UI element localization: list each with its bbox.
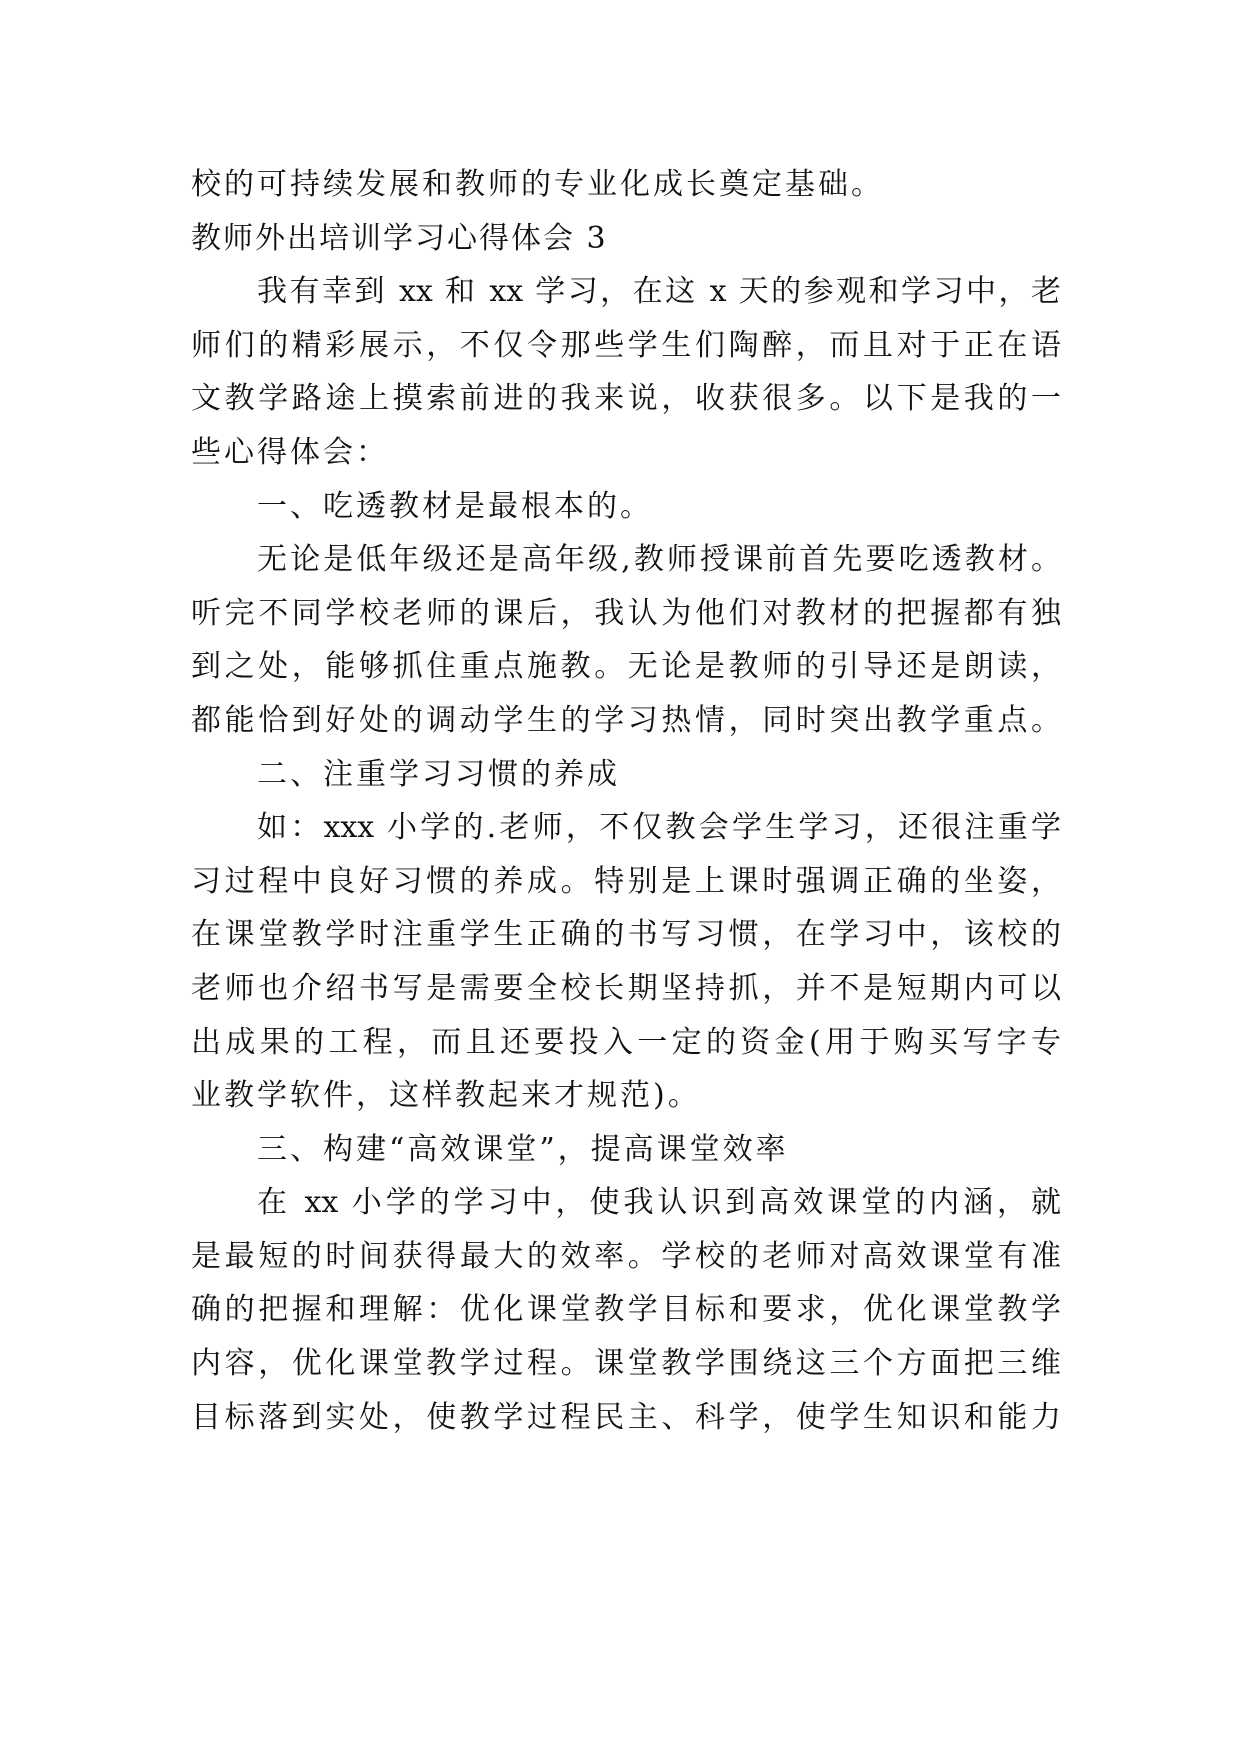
- paragraph-line: 业教学软件，这样教起来才规范)。: [191, 1078, 701, 1114]
- paragraph-line: 老师也介绍书写是需要全校长期坚持抓，并不是短期内可以: [191, 970, 1061, 1006]
- paragraph-line: 到之处，能够抓住重点施教。无论是教师的引导还是朗读，: [191, 649, 1061, 685]
- paragraph-line: 目标落到实处，使教学过程民主、科学，使学生知识和能力: [191, 1399, 1061, 1435]
- paragraph-line: 内容，优化课堂教学过程。课堂教学围绕这三个方面把三维: [191, 1346, 1061, 1382]
- paragraph-line: 我有幸到 xx 和 xx 学习，在这 x 天的参观和学习中，老: [257, 274, 1061, 310]
- paragraph-line: 无论是低年级还是高年级,教师授课前首先要吃透教材。: [257, 542, 1061, 578]
- paragraph-line: 是最短的时间获得最大的效率。学校的老师对高效课堂有准: [191, 1238, 1061, 1274]
- paragraph-line: 确的把握和理解：优化课堂教学目标和要求，优化课堂教学: [191, 1292, 1061, 1328]
- paragraph-line: 些心得体会：: [191, 434, 389, 470]
- paragraph-line: 文教学路途上摸索前进的我来说，收获很多。以下是我的一: [191, 381, 1061, 417]
- paragraph-line: 习过程中良好习惯的养成。特别是上课时强调正确的坐姿，: [191, 863, 1061, 899]
- paragraph-line: 如：xxx 小学的.老师，不仅教会学生学习，还很注重学: [257, 810, 1061, 846]
- paragraph-line: 在课堂教学时注重学生正确的书写习惯，在学习中，该校的: [191, 917, 1061, 953]
- paragraph-line: 师们的精彩展示，不仅令那些学生们陶醉，而且对于正在语: [191, 327, 1061, 363]
- subheading: 三、构建“高效课堂”，提高课堂效率: [257, 1131, 789, 1167]
- subheading: 一、吃透教材是最根本的。: [257, 488, 653, 524]
- paragraph-line: 校的可持续发展和教师的专业化成长奠定基础。: [191, 167, 884, 202]
- paragraph-line: 都能恰到好处的调动学生的学习热情，同时突出教学重点。: [191, 702, 1061, 738]
- paragraph-line: 出成果的工程，而且还要投入一定的资金(用于购买写字专: [191, 1024, 1061, 1060]
- subheading: 二、注重学习习惯的养成: [257, 756, 620, 792]
- section-title: 教师外出培训学习心得体会 3: [191, 220, 608, 256]
- document-body: [191, 158, 1061, 1444]
- paragraph-line: 在 xx 小学的学习中，使我认识到高效课堂的内涵，就: [257, 1185, 1061, 1221]
- paragraph-line: 听完不同学校老师的课后，我认为他们对教材的把握都有独: [191, 595, 1061, 631]
